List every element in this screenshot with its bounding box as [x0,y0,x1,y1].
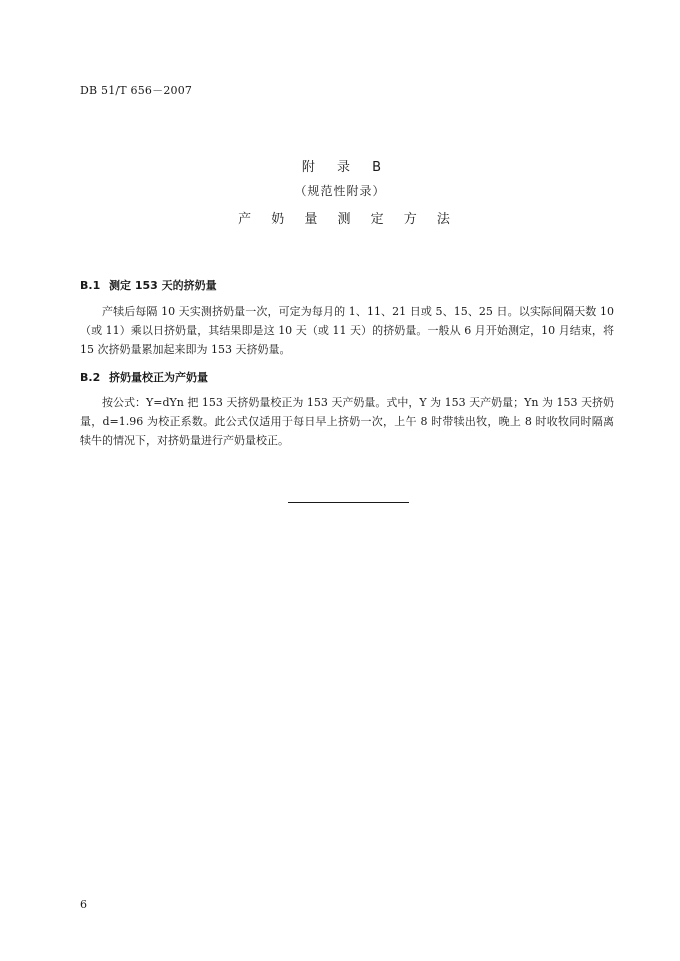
end-of-appendix-rule [288,502,409,503]
appendix-title: 附 录 B [301,160,391,175]
section-title: 挤奶量校正为产奶量 [109,371,208,384]
section-paragraph-b1: 产犊后每隔 10 天实测挤奶量一次，可定为每月的 1、11、21 日或 5、15、25 日。以实际间隔天数 10（或 11）乘以日挤奶量，其结果即是这 10 天（或 11 天）的挤奶量。一般从 6 月开始测定，10 月结束，将 15 次挤奶量累加起来即为 153 天挤奶量。 [80,305,614,356]
section-number: B.1 [80,279,101,292]
appendix-name: 产 奶 量 测 定 方 法 [238,212,458,227]
section-title: 测定 153 天的挤奶量 [109,279,217,292]
section-heading-b2 [80,369,208,385]
appendix-type: （规范性附录） [294,184,386,198]
section-heading-b1 [80,277,217,293]
section-paragraph-b2: 按公式：Y=dYn 把 153 天挤奶量校正为 153 天产奶量。式中，Y 为 153 天产奶量；Yn 为 153 天挤奶量，d=1.96 为校正系数。此公式仅适用于每日早上挤奶一次，上午 8 时带犊出牧，晚上 8 时收牧同时隔离犊牛的情况下，对挤奶量进行产奶量校正。 [80,396,614,447]
document-code-header: DB 51/T 656－2007 [80,84,193,97]
page-number: 6 [80,898,87,911]
section-number: B.2 [80,371,101,384]
